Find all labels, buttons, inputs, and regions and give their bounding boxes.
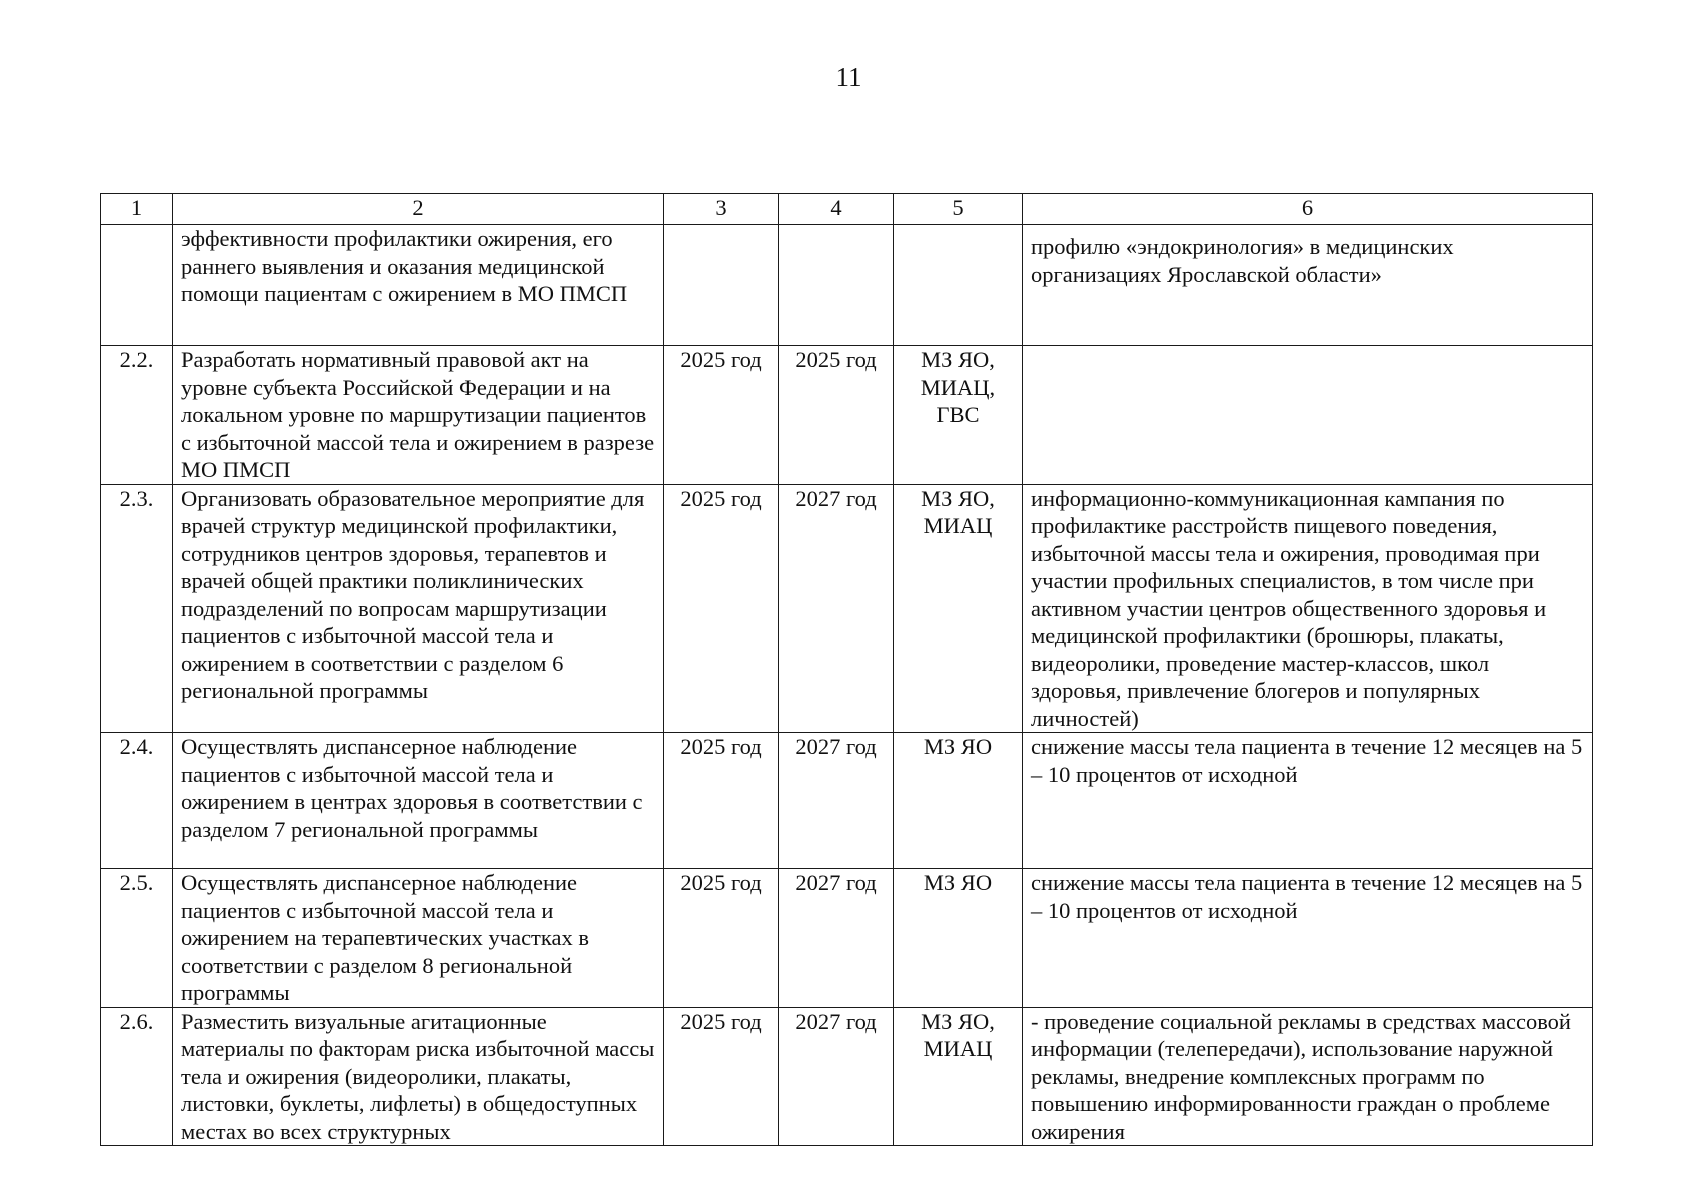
column-header-5: 5 <box>894 194 1023 225</box>
measure-text: Организовать образовательное мероприятие для врачей структур медицинской профилактики, сотрудников центров здоровья, терапевтов и врачей общей практики поликлинических подразделений по вопросам маршрутизации пациентов с избыточной массой тела и ожирением в соответствии с разделом 6 региональной программы <box>173 484 664 733</box>
action-plan-table <box>100 193 1593 1146</box>
start-date: 2025 год <box>664 733 779 869</box>
start-date: 2025 год <box>664 1007 779 1146</box>
item-number: 2.3. <box>101 484 173 733</box>
measure-text: Осуществлять диспансерное наблюдение пациентов с избыточной массой тела и ожирением на терапевтических участках в соответствии с разделом 8 региональной программы <box>173 869 664 1008</box>
responsible: МЗ ЯО <box>894 733 1023 869</box>
expected-result: снижение массы тела пациента в течение 12 месяцев на 5 – 10 процентов от исходной <box>1023 733 1593 869</box>
responsible: МЗ ЯО <box>894 869 1023 1008</box>
column-header-1: 1 <box>101 194 173 225</box>
table-row <box>101 1007 1593 1146</box>
end-date: 2027 год <box>779 869 894 1008</box>
column-header-6: 6 <box>1023 194 1593 225</box>
item-number <box>101 225 173 346</box>
start-date <box>664 225 779 346</box>
measure-text: Осуществлять диспансерное наблюдение пациентов с избыточной массой тела и ожирением в центрах здоровья в соответствии с разделом 7 региональной программы <box>173 733 664 869</box>
table-row <box>101 225 1593 346</box>
column-header-3: 3 <box>664 194 779 225</box>
item-number: 2.5. <box>101 869 173 1008</box>
responsible <box>894 225 1023 346</box>
column-header-4: 4 <box>779 194 894 225</box>
end-date: 2027 год <box>779 733 894 869</box>
responsible: МЗ ЯО, МИАЦ <box>894 1007 1023 1146</box>
measure-text: эффективности профилактики ожирения, его раннего выявления и оказания медицинской помощи пациентам с ожирением в МО ПМСП <box>173 225 664 346</box>
end-date: 2025 год <box>779 346 894 485</box>
end-date: 2027 год <box>779 484 894 733</box>
header-row <box>101 194 1593 225</box>
table-row <box>101 869 1593 1008</box>
expected-result: снижение массы тела пациента в течение 12 месяцев на 5 – 10 процентов от исходной <box>1023 869 1593 1008</box>
measure-text: Разместить визуальные агитационные материалы по факторам риска избыточной массы тела и ожирения (видеоролики, плакаты, листовки, буклеты, лифлеты) в общедоступных местах во всех структурных <box>173 1007 664 1146</box>
item-number: 2.4. <box>101 733 173 869</box>
item-number: 2.6. <box>101 1007 173 1146</box>
table-row <box>101 346 1593 485</box>
start-date: 2025 год <box>664 869 779 1008</box>
table-row <box>101 733 1593 869</box>
start-date: 2025 год <box>664 346 779 485</box>
expected-result: информационно-коммуникационная кампания по профилактике расстройств пищевого поведения, избыточной массы тела и ожирения, проводимая при участии профильных специалистов, в том числе при активном участии центров общественного здоровья и медицинской профилактики (брошюры, плакаты, видеоролики, проведение мастер-классов, школ здоровья, привлечение блогеров и популярных личностей) <box>1023 484 1593 733</box>
end-date <box>779 225 894 346</box>
page-number: 11 <box>835 62 862 92</box>
table-row <box>101 484 1593 733</box>
start-date: 2025 год <box>664 484 779 733</box>
measure-text: Разработать нормативный правовой акт на уровне субъекта Российской Федерации и на локальном уровне по маршрутизации пациентов с избыточной массой тела и ожирением в разрезе МО ПМСП <box>173 346 664 485</box>
responsible: МЗ ЯО, МИАЦ, ГВС <box>894 346 1023 485</box>
responsible: МЗ ЯО, МИАЦ <box>894 484 1023 733</box>
end-date: 2027 год <box>779 1007 894 1146</box>
expected-result <box>1023 346 1593 485</box>
column-header-2: 2 <box>173 194 664 225</box>
expected-result: профилю «эндокринология» в медицинских организациях Ярославской области» <box>1023 225 1593 346</box>
item-number: 2.2. <box>101 346 173 485</box>
expected-result: - проведение социальной рекламы в средствах массовой информации (телепередачи), использование наружной рекламы, внедрение комплексных программ по повышению информированности граждан о проблеме ожирения <box>1023 1007 1593 1146</box>
